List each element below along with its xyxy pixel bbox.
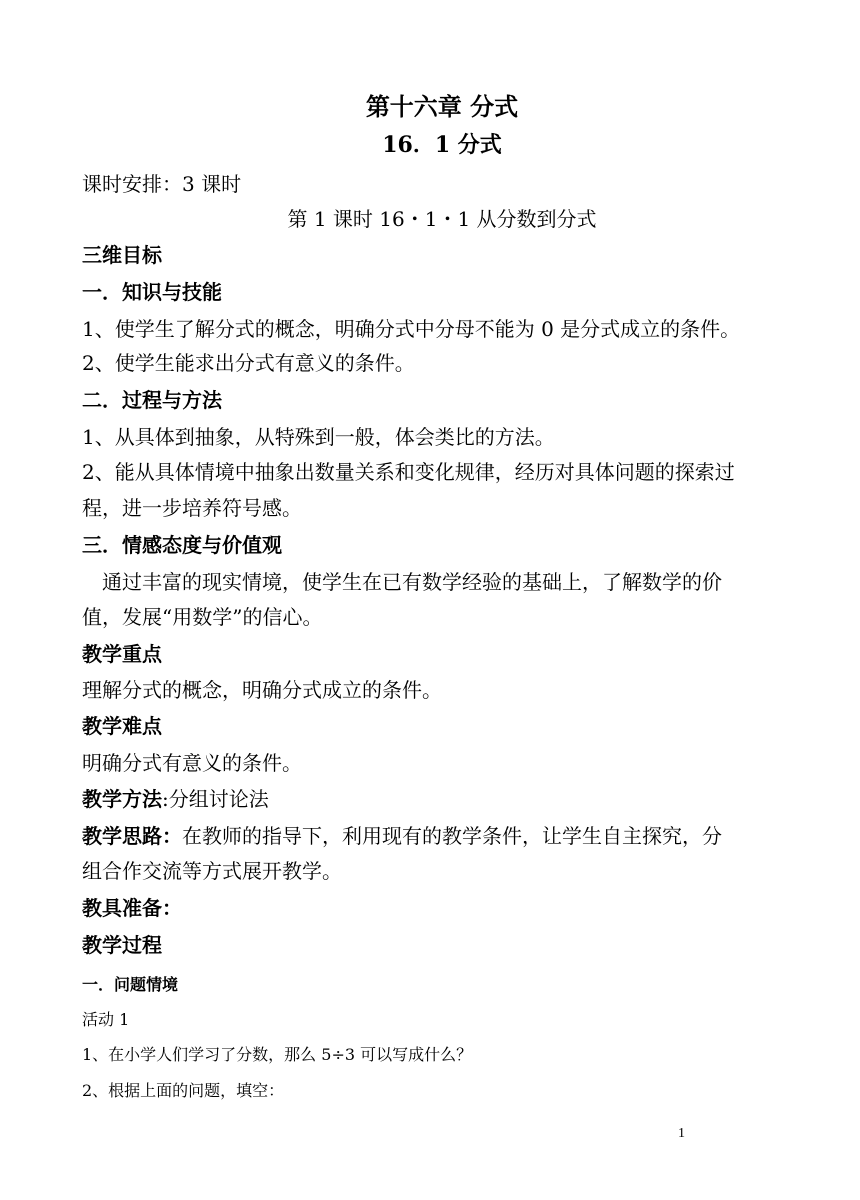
knowledge-item: 2、使学生能求出分式有意义的条件。 [82,351,415,375]
lesson-schedule: 课时安排：3 课时 [82,172,242,196]
method-line [82,786,269,812]
tools-label: 教具准备： [82,896,182,920]
key-point-text: 理解分式的概念，明确分式成立的条件。 [82,678,442,702]
process-item: 1、从具体到抽象，从特殊到一般，体会类比的方法。 [82,425,555,449]
section-title: 16．1 分式 [382,132,502,158]
activity-question: 1、在小学人们学习了分数，那么 5÷3 可以写成什么？ [82,1045,473,1064]
approach-label: 教学思路： [82,824,182,848]
page-number: 1 [678,1126,685,1141]
emotion-text-line: 通过丰富的现实情境，使学生在已有数学经验的基础上，了解数学的价 [102,570,722,594]
approach-text-continued: 组合作交流等方式展开教学。 [82,859,342,883]
approach-line [82,823,722,849]
approach-text: 在教师的指导下，利用现有的教学条件，让学生自主探究，分 [182,824,722,848]
process-item: 2、能从具体情境中抽象出数量关系和变化规律，经历对具体问题的探索过 [82,460,735,484]
method-label: 教学方法 [82,787,162,811]
process-item: 程，进一步培养符号感。 [82,496,302,520]
lesson-title: 第 1 课时 16・1・1 从分数到分式 [287,207,597,231]
method-separator: : [162,787,169,811]
knowledge-item: 1、使学生了解分式的概念，明确分式中分母不能为 0 是分式成立的条件。 [82,317,741,341]
objectives-heading: 三维目标 [82,243,162,267]
emotion-heading: 三．情感态度与价值观 [82,533,282,557]
activity-label: 活动 1 [82,1010,130,1029]
process-sub-heading: 一．问题情境 [82,975,179,994]
process-heading: 二．过程与方法 [82,388,222,412]
process-section-heading: 教学过程 [82,933,162,957]
key-point-heading: 教学重点 [82,642,162,666]
knowledge-heading: 一．知识与技能 [82,280,222,304]
method-text: 分组讨论法 [168,787,269,811]
activity-question: 2、根据上面的问题，填空： [82,1081,285,1100]
difficulty-heading: 教学难点 [82,714,162,738]
difficulty-text: 明确分式有意义的条件。 [82,751,302,775]
chapter-title: 第十六章 分式 [365,92,519,121]
emotion-text-line: 值，发展“用数学”的信心。 [82,605,323,629]
